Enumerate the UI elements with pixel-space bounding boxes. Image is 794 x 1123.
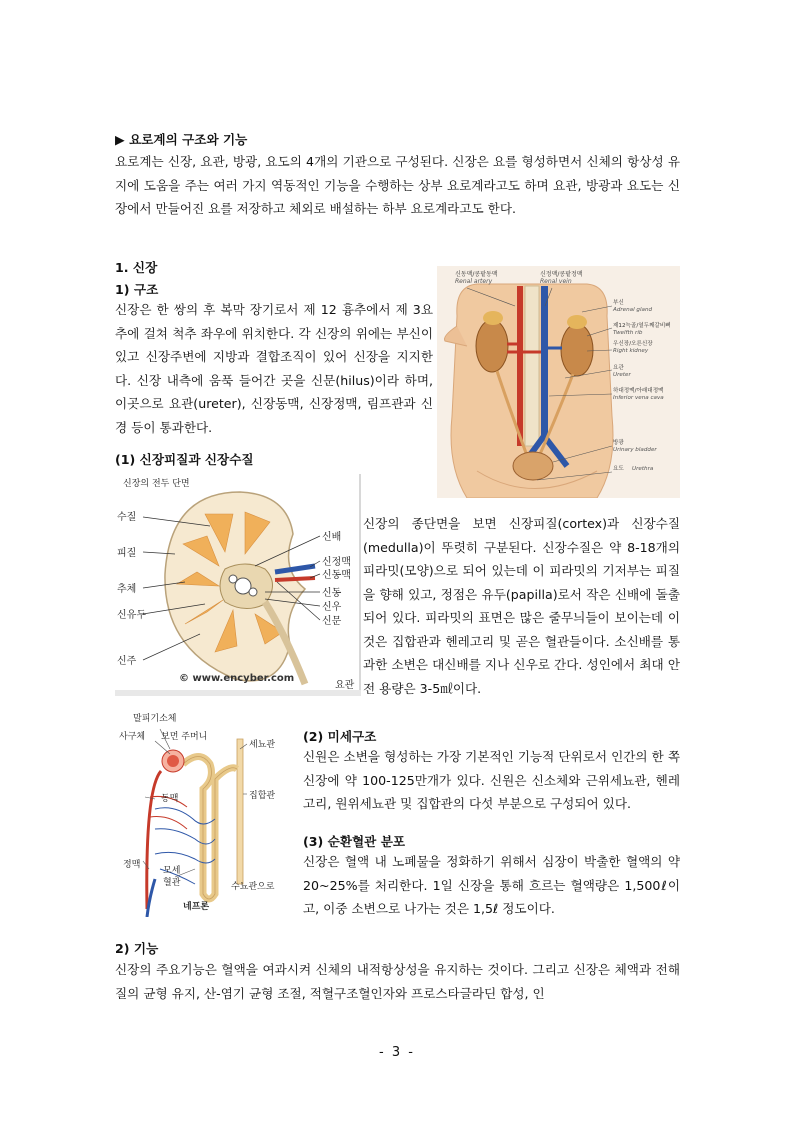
label-artery: 동맥 — [161, 794, 179, 804]
label-urethra-ko: 요도 — [613, 466, 624, 472]
subsection-title-function: 2) 기능 — [115, 941, 159, 956]
label-renal-column: 신주 — [117, 656, 137, 667]
label-ureter-ko: 요관 — [613, 365, 624, 371]
label-renal-vein: 신정맥 — [322, 557, 351, 568]
label-renal-sinus: 신동 — [322, 588, 342, 599]
label-rib-en: Twelfth rib — [613, 330, 643, 336]
label-capillary-2: 혈관 — [163, 878, 181, 888]
label-glomerulus: 사구체 — [119, 732, 146, 742]
kidney-section-figure — [115, 474, 361, 696]
label-collecting-duct: 집합관 — [249, 791, 276, 801]
subsection-title-cortex-medulla: (1) 신장피질과 신장수질 — [115, 452, 254, 467]
label-medulla: 수질 — [117, 512, 137, 523]
urinary-system-figure — [437, 266, 680, 498]
label-bladder-ko: 방광 — [613, 440, 624, 446]
kidney-section-illustration — [115, 474, 361, 696]
subsection-title-microstructure: (2) 미세구조 — [303, 729, 377, 744]
kidney-figure-caption: 신장의 전두 단면 — [123, 479, 190, 489]
label-renal-vein-en: Renal vein — [540, 278, 572, 285]
label-hilus: 신문 — [322, 616, 342, 627]
label-ureter: 요관 — [335, 680, 355, 691]
label-papilla: 신유두 — [117, 610, 146, 621]
label-renal-artery-en: Renal artery — [455, 278, 493, 285]
label-to-ureter: 수뇨관으로 — [231, 882, 275, 892]
label-renal-artery: 신동맥 — [322, 570, 351, 581]
structure-paragraph: 신장은 한 쌍의 후 복막 장기로서 제 12 흉추에서 제 3요추에 걸쳐 척추 좌우에 위치한다. 각 신장의 위에는 부신이 있고 신장주변에 지방과 결합조직이 있어 신장을 지지한다. 신장 내측에 움푹 들어간 곳을 신문(hilus)이라 하며, 이곳으로 요관(ureter), 신장동맥, 신장정맥, 림프관과 신경 등이 통과한다. — [115, 302, 433, 435]
label-ivc-ko: 하대정맥/아래대정맥 — [613, 388, 664, 394]
cortex-medulla-paragraph: 신장의 종단면을 보면 신장피질(cortex)과 신장수질(medulla)이 뚜렷히 구분된다. 신장수질은 약 8-18개의 피라밋(모양)으로 되어 있는데 이 피라밋의 기저부는 피질을 향해 있고, 정점은 유두(papilla)로서 작은 신배에 돌출되어 있다. 피라밋의 표면은 많은 줄무늬들이 보이는데 이것은 집합관과 헨레고리 및 곧은 혈관들이다. 소신배를 통과한 소변은 대신배를 지나 신우로 간다. 성인에서 최대 안전 용량은 3-5㎖이다. — [363, 516, 680, 696]
function-paragraph: 신장의 주요기능은 혈액을 여과시켜 신체의 내적항상성을 유지하는 것이다. 그리고 신장은 체액과 전해질의 균형 유지, 산-염기 균형 조절, 적혈구조혈인자와 프로스타글라딘 합성, 인 — [115, 962, 680, 1001]
label-adrenal-ko: 부신 — [613, 300, 624, 306]
urinary-system-illustration — [437, 266, 680, 498]
label-ivc-en: Inferior vena cava — [613, 395, 664, 401]
label-capillary-1: 모세 — [163, 866, 181, 876]
page-number: - 3 - — [379, 1045, 415, 1060]
label-renal-pelvis: 신우 — [322, 602, 342, 613]
label-tubule: 세뇨관 — [249, 740, 276, 750]
subsection-title-circulation: (3) 순환혈관 분포 — [303, 834, 406, 849]
main-heading: ▶ 요로계의 구조와 기능 — [115, 132, 248, 147]
label-ureter-en: Ureter — [613, 372, 631, 378]
label-nephron: 네프론 — [183, 902, 210, 912]
label-bladder-en: Urinary bladder — [613, 447, 657, 453]
label-malpighian-corpuscle: 말피기소체 — [133, 714, 177, 724]
label-cortex: 피질 — [117, 548, 137, 559]
label-urethra-en: Urethra — [632, 466, 654, 472]
label-rib-ko: 제12늑골/열두째갈비뼈 — [613, 323, 671, 329]
section-title-kidney: 1. 신장 — [115, 260, 158, 275]
label-renal-artery-ko: 신동맥/콩팥동맥 — [455, 271, 498, 278]
label-pyramid: 추체 — [117, 584, 137, 595]
label-bowman-capsule: 보먼 주머니 — [161, 732, 208, 742]
nephron-illustration — [115, 709, 299, 917]
label-adrenal-en: Adrenal gland — [613, 307, 653, 313]
label-kidney-en: Right kidney — [613, 348, 649, 354]
intro-paragraph: 요로계는 신장, 요관, 방광, 요도의 4개의 기관으로 구성된다. 신장은 요를 형성하면서 신체의 항상성 유지에 도움을 주는 여러 가지 역동적인 기능을 수행하는 상부 요로계라고도 하며 요관, 방광과 요도는 신장에서 만들어진 요를 저장하고 체외로 배설하는 하부 요로계라고도 한다. — [115, 154, 680, 216]
kidney-figure-credit: © www.encyber.com — [179, 673, 295, 684]
label-kidney-ko: 우신장/오른신장 — [613, 341, 653, 347]
label-calyx: 신배 — [322, 532, 342, 543]
label-renal-vein-ko: 신정맥/콩팥정맥 — [540, 271, 583, 278]
nephron-figure — [115, 709, 299, 917]
circulation-paragraph: 신장은 혈액 내 노폐물을 정화하기 위해서 심장이 박출한 혈액의 약 20~25%를 처리한다. 1일 신장을 통해 흐르는 혈액량은 1,500ℓ이고, 이중 소변으로 나가는 것은 1,5ℓ 정도이다. — [303, 854, 680, 916]
label-vein: 정맥 — [123, 860, 141, 870]
subsection-title-structure: 1) 구조 — [115, 282, 159, 297]
microstructure-paragraph: 신원은 소변을 형성하는 가장 기본적인 기능적 단위로서 인간의 한 쪽 신장에 약 100-125만개가 있다. 신원은 신소체와 근위세뇨관, 헨레고리, 원위세뇨관 및 집합관의 다섯 부분으로 구성되어 있다. — [303, 749, 680, 811]
